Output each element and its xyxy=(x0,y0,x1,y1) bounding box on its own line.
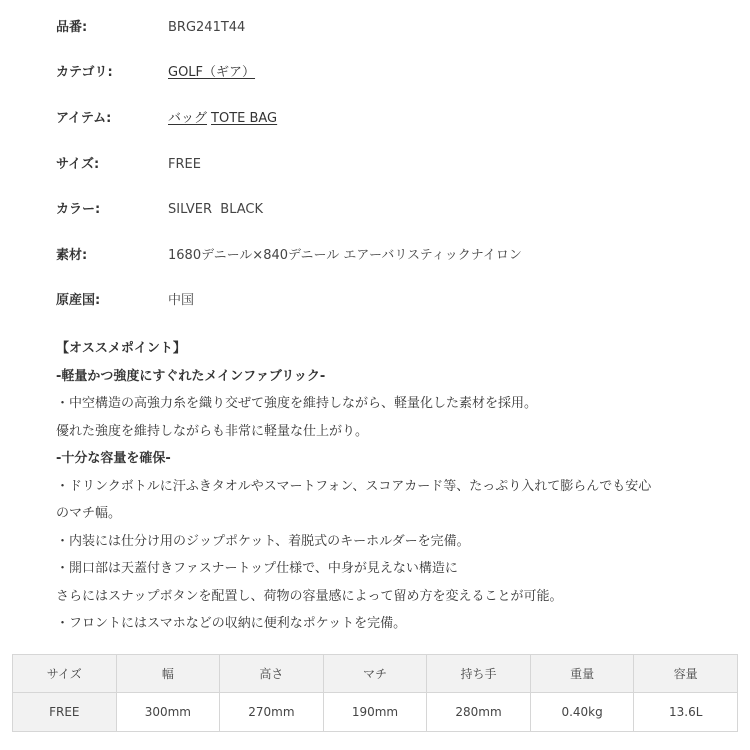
spec-row-color xyxy=(0,200,750,220)
spec-value xyxy=(168,109,277,129)
spec-row-category xyxy=(0,63,750,83)
size-table-cell: FREE xyxy=(13,693,117,732)
description xyxy=(56,338,746,641)
category-link[interactable]: GOLF（ギア） xyxy=(168,65,256,80)
size-table xyxy=(12,654,738,732)
size-table-cell: 300mm xyxy=(116,693,220,732)
spec-label: カテゴリ: xyxy=(56,65,113,80)
spec-row-size xyxy=(0,155,750,175)
description-subheading: -軽量かつ強度にすぐれたメインファブリック- xyxy=(56,368,326,384)
spec-value: BRG241T44 xyxy=(168,20,246,35)
size-table-header: 幅 xyxy=(116,655,220,693)
description-heading: 【オススメポイント】 xyxy=(56,341,186,356)
spec-label: サイズ: xyxy=(56,157,100,172)
spec-row-item xyxy=(0,109,750,129)
description-line: さらにはスナップボタンを配置し、荷物の容量感によって留め方を変えることが可能。 xyxy=(56,588,563,604)
description-line: のマチ幅。 xyxy=(56,506,122,521)
size-table-header: 高さ xyxy=(220,655,324,693)
size-table-header: サイズ xyxy=(13,655,117,693)
spec-value: FREE xyxy=(168,157,201,172)
spec-value: 中国 xyxy=(168,293,195,308)
description-line: ・ドリンクボトルに汗ふきタオルやスマートフォン、スコアカード等、たっぷり入れて膨らんでも安心 xyxy=(56,478,652,494)
item-link-bag[interactable]: バッグ xyxy=(168,111,208,126)
spec-label: 品番: xyxy=(56,20,88,35)
spec-label: カラー: xyxy=(56,202,101,217)
size-table-cell: 190mm xyxy=(323,693,427,732)
table-row xyxy=(13,693,738,732)
size-table-header: マチ xyxy=(323,655,427,693)
size-table-header-row xyxy=(13,655,738,693)
description-subheading: -十分な容量を確保- xyxy=(56,451,171,466)
description-line: ・内装には仕分け用のジップポケット、着脱式のキーホルダーを完備。 xyxy=(56,533,470,549)
size-table-header: 重量 xyxy=(530,655,634,693)
size-table-cell: 270mm xyxy=(220,693,324,732)
item-link-tote-bag[interactable]: TOTE BAG xyxy=(211,111,278,126)
size-table-cell: 280mm xyxy=(427,693,531,732)
size-table-cell: 0.40kg xyxy=(530,693,634,732)
spec-value: SILVER BLACK xyxy=(168,202,264,217)
description-line: ・中空構造の高強力糸を織り交ぜて強度を維持しながら、軽量化した素材を採用。 xyxy=(56,396,538,411)
spec-row-material xyxy=(0,246,750,266)
description-line: ・開口部は天蓋付きファスナートップ仕様で、中身が見えない構造に xyxy=(56,561,458,576)
spec-value xyxy=(168,63,255,83)
spec-row-origin xyxy=(0,291,750,311)
spec-label: 原産国: xyxy=(56,293,101,308)
spec-label: 素材: xyxy=(56,248,88,263)
size-table-header: 容量 xyxy=(634,655,738,693)
size-table-header: 持ち手 xyxy=(427,655,531,693)
description-line: 優れた強度を維持しながらも非常に軽量な仕上がり。 xyxy=(56,423,369,439)
spec-value: 1680デニール×840デニール エアーバリスティックナイロン xyxy=(168,248,522,263)
description-line: ・フロントにはスマホなどの収納に便利なポケットを完備。 xyxy=(56,616,407,631)
spec-row-product-number xyxy=(0,18,750,38)
size-table-cell: 13.6L xyxy=(634,693,738,732)
spec-label: アイテム: xyxy=(56,111,112,126)
